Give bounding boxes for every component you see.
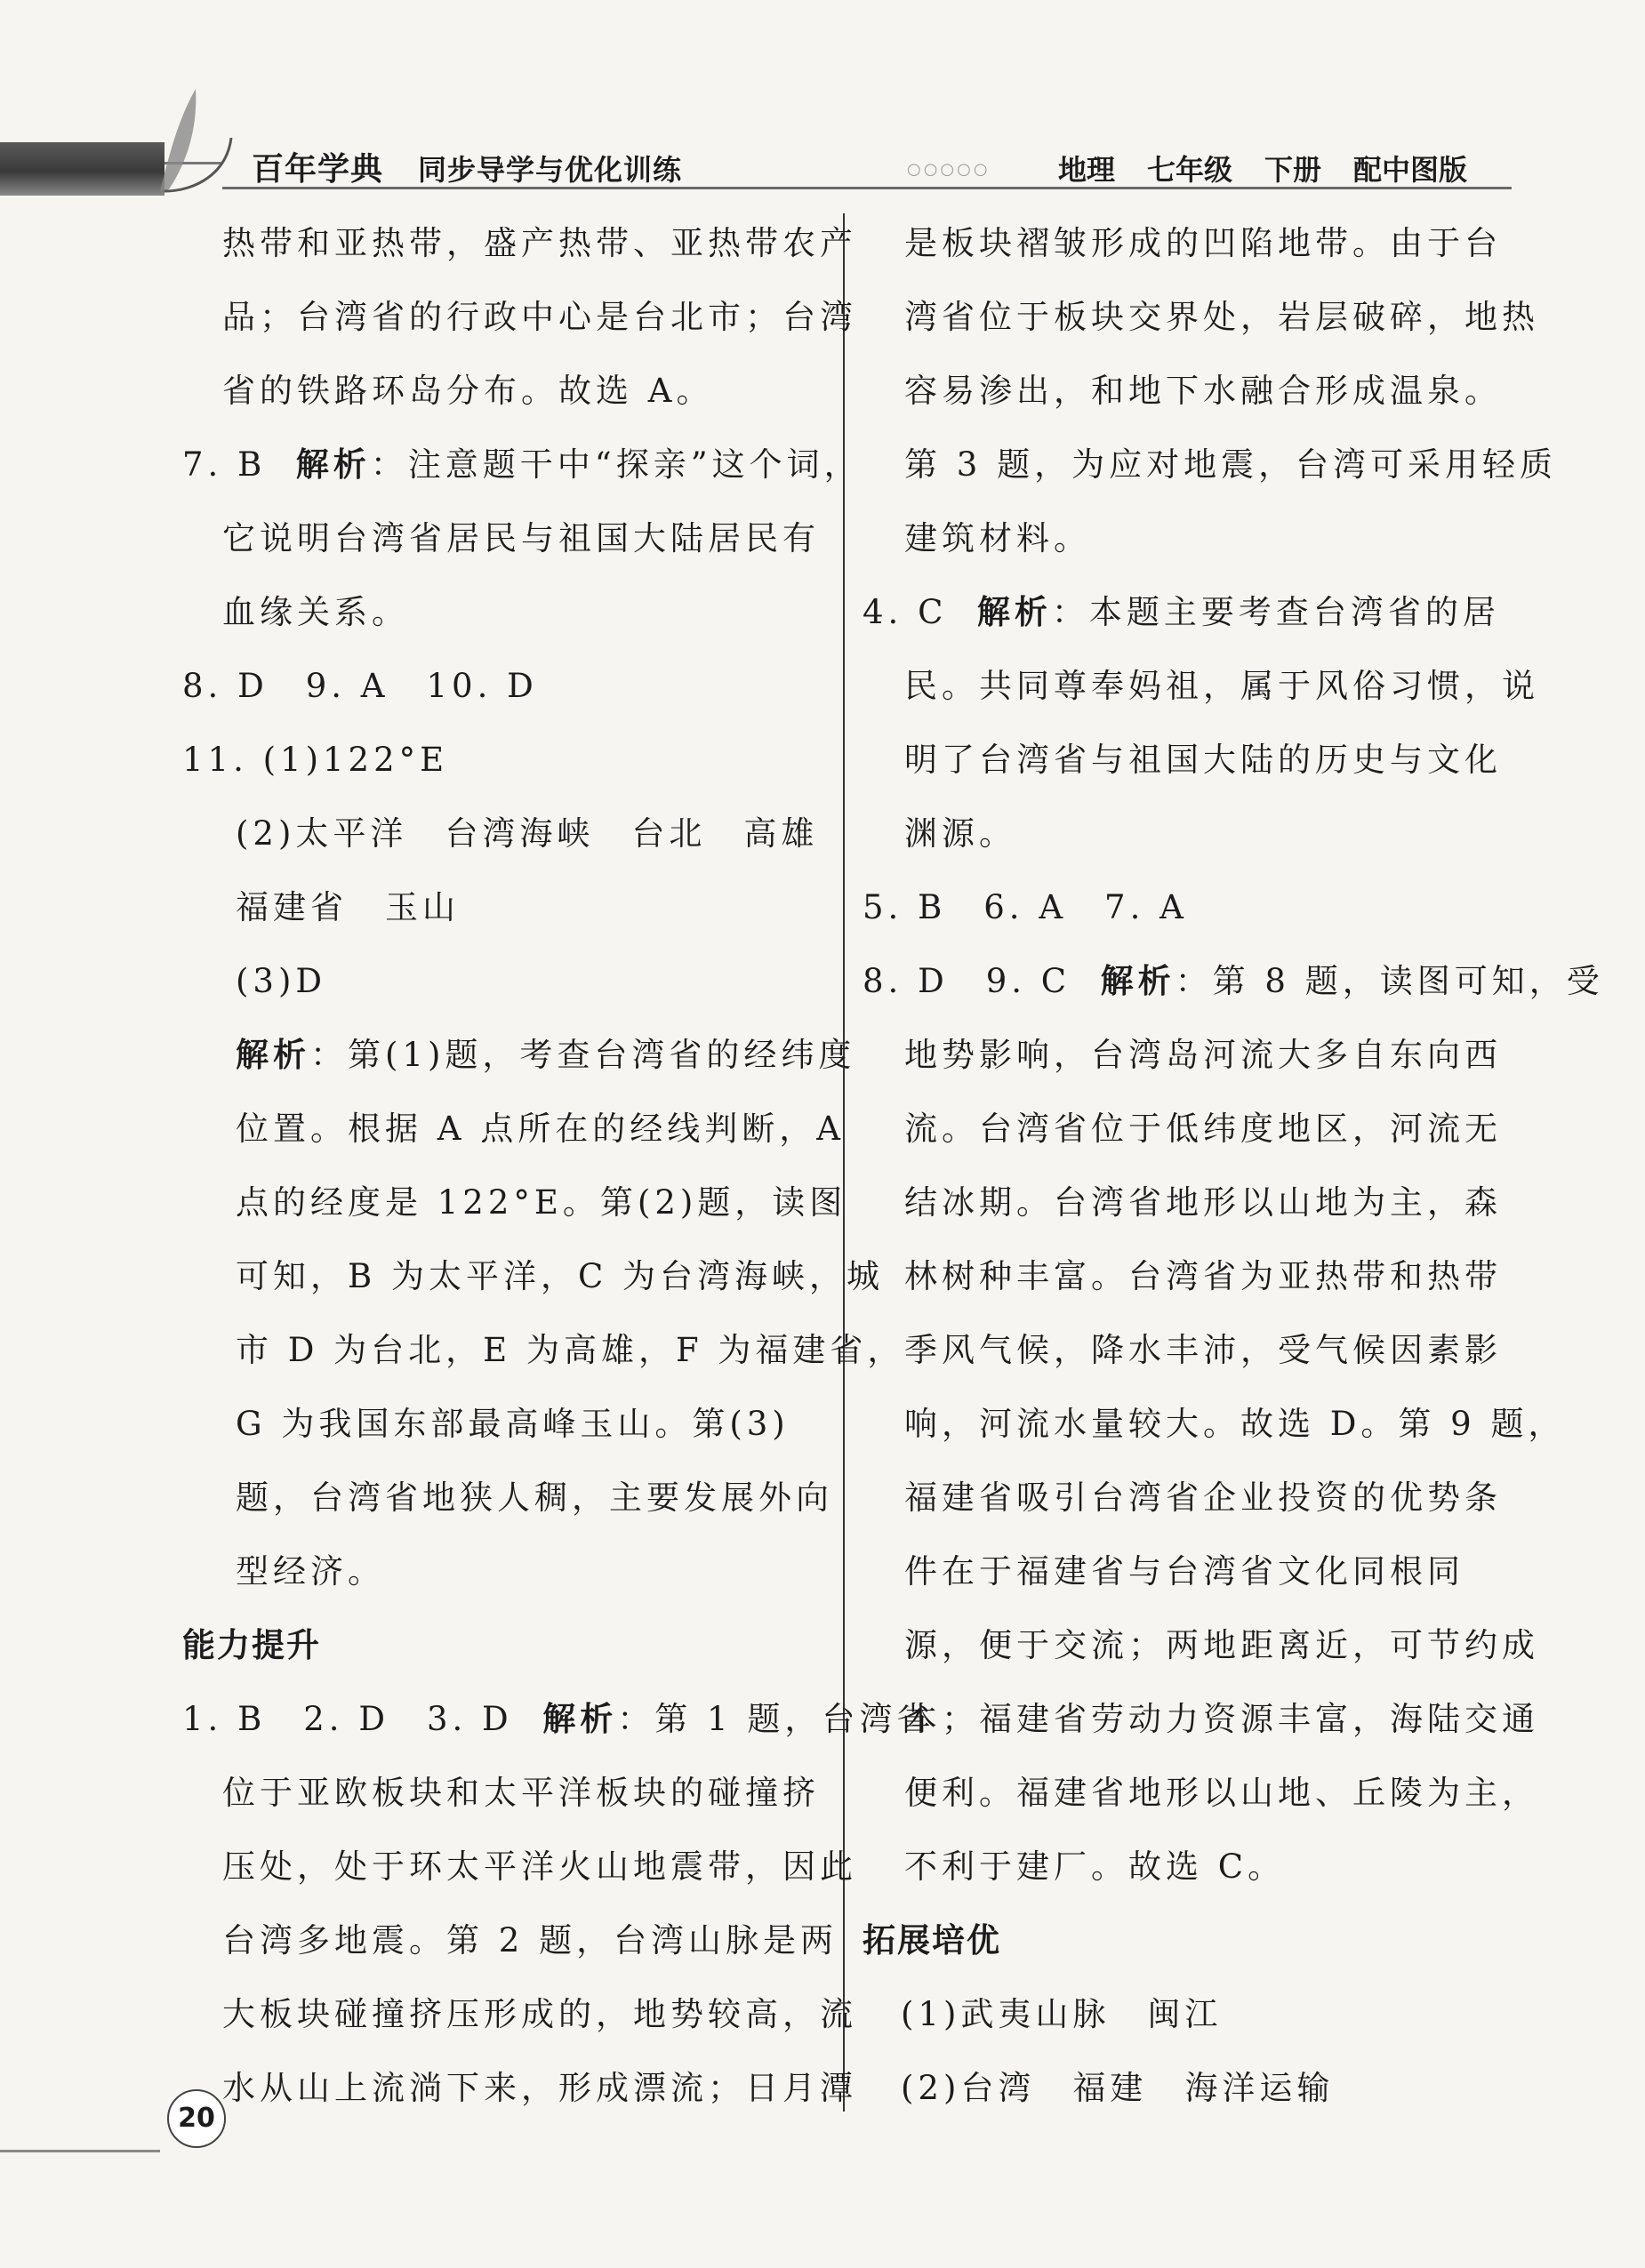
text-line: 大板块碰撞挤压形成的，地势较高，流: [222, 1995, 857, 2033]
column-divider: [843, 213, 845, 2112]
analysis-label: 解析: [236, 1036, 310, 1074]
edition-label: 配中图版: [1353, 153, 1468, 187]
text-line: 容易渗出，和地下水融合形成温泉。: [904, 372, 1502, 410]
text-line: 地势影响，台湾岛河流大多自东向西: [904, 1036, 1502, 1074]
text-line: 它说明台湾省居民与祖国大陆居民有: [222, 519, 820, 557]
answer-key: 1. B 2. D 3. D: [182, 1700, 513, 1738]
analysis-text: ：第 1 题，台湾省: [617, 1700, 935, 1738]
answer-item-ability: [182, 1700, 935, 1738]
text-line: 林树种丰富。台湾省为亚热带和热带: [904, 1257, 1502, 1295]
answer-key: 4. C: [863, 593, 948, 631]
text-line: 位于亚欧板块和太平洋板块的碰撞挤: [222, 1774, 820, 1812]
analysis-label: 解析: [1100, 962, 1176, 1000]
text-line: (1)武夷山脉 闽江: [901, 1995, 1223, 2033]
text-line: 件在于福建省与台湾省文化同根同: [904, 1552, 1464, 1591]
text-line: 第 3 题，为应对地震，台湾可采用轻质: [904, 445, 1558, 484]
text-line: 不利于建厂。故选 C。: [904, 1847, 1286, 1886]
analysis-label: 解析: [542, 1700, 618, 1738]
text-line: 本；福建省劳动力资源丰富，海陆交通: [904, 1700, 1539, 1738]
analysis-label: 解析: [976, 593, 1052, 631]
text-line: 点的经度是 122°E。第(2)题，读图: [236, 1183, 847, 1222]
text-line: 结冰期。台湾省地形以山地为主，森: [904, 1183, 1502, 1222]
text-line: 压处，处于环太平洋火山地震带，因此: [222, 1847, 857, 1886]
text-line: 水从山上流淌下来，形成漂流；日月潭: [222, 2069, 857, 2107]
text-line: 台湾多地震。第 2 题，台湾山脉是两: [222, 1921, 839, 1959]
text-line: 源，便于交流；两地距离近，可节约成: [904, 1626, 1539, 1664]
text-line: 建筑材料。: [904, 519, 1091, 557]
text-line: 渊源。: [904, 814, 1016, 853]
answer-key: 7. B: [182, 445, 267, 484]
book-title: 百年学典: [252, 151, 384, 188]
text-line: 血缘关系。: [222, 593, 409, 631]
analysis-text: ：第 8 题，读图可知，受: [1175, 962, 1604, 1000]
answer-item-4: [863, 593, 1500, 631]
text-line: 流。台湾省位于低纬度地区，河流无: [904, 1110, 1502, 1148]
analysis-11: [236, 1036, 856, 1074]
answer-keys-8-10: 8. D 9. A 10. D: [182, 667, 538, 705]
text-line: 题，台湾省地狭人稠，主要发展外向: [236, 1479, 833, 1517]
text-line: 市 D 为台北，E 为高雄，F 为福建省，: [236, 1331, 905, 1369]
text-line: 品；台湾省的行政中心是台北市；台湾: [222, 298, 857, 336]
book-subtitle: 同步导学与优化训练: [418, 153, 683, 187]
text-line: 湾省位于板块交界处，岩层破碎，地热: [904, 298, 1539, 336]
text-line: (2)太平洋 台湾海峡 台北 高雄: [236, 814, 819, 853]
text-line: (3)D: [236, 962, 327, 1000]
text-line: 是板块褶皱形成的凹陷地带。由于台: [904, 224, 1502, 262]
header-dots: ○○○○○: [907, 160, 991, 179]
text-line: 热带和亚热带，盛产热带、亚热带农产: [222, 224, 857, 262]
feather-logo-icon: [142, 84, 240, 196]
section-heading-extend: 拓展培优: [863, 1921, 1001, 1959]
text-line: 省的铁路环岛分布。故选 A。: [222, 372, 714, 410]
volume-label: 下册: [1264, 153, 1322, 187]
analysis-label: 解析: [295, 445, 371, 484]
answer-item-8-9: [863, 962, 1604, 1000]
analysis-text: ：本题主要考查台湾省的居: [1051, 593, 1500, 631]
answer-item-7: [182, 445, 862, 484]
answer-key: 8. D 9. C: [863, 962, 1071, 1000]
footer-rule: [0, 2150, 160, 2152]
answer-item-11: 11. (1)122°E: [182, 741, 449, 779]
text-line: 民。共同尊奉妈祖，属于风俗习惯，说: [904, 667, 1539, 705]
page-number: 20: [167, 2089, 226, 2148]
text-line: 可知，B 为太平洋，C 为台湾海峡，城: [236, 1257, 885, 1295]
text-line: 位置。根据 A 点所在的经线判断，A: [236, 1110, 845, 1148]
text-line: 便利。福建省地形以山地、丘陵为主，: [904, 1774, 1539, 1812]
page-header: [0, 0, 1645, 204]
answer-keys-5-7: 5. B 6. A 7. A: [863, 888, 1188, 926]
section-heading-ability: 能力提升: [182, 1626, 321, 1664]
grade-label: 七年级: [1147, 153, 1233, 187]
analysis-text: ：第(1)题，考查台湾省的经纬度: [310, 1036, 856, 1074]
text-line: (2)台湾 福建 海洋运输: [901, 2069, 1335, 2107]
analysis-text: ：注意题干中“探亲”这个词，: [370, 445, 862, 484]
text-line: G 为我国东部最高峰玉山。第(3): [236, 1405, 790, 1443]
text-line: 明了台湾省与祖国大陆的历史与文化: [904, 741, 1502, 779]
text-line: 福建省 玉山: [236, 888, 460, 926]
text-line: 响，河流水量较大。故选 D。第 9 题，: [904, 1405, 1566, 1443]
subject-label: 地理: [1058, 153, 1116, 187]
text-line: 型经济。: [236, 1552, 385, 1591]
header-band-bar: [0, 142, 164, 196]
text-line: 季风气候，降水丰沛，受气候因素影: [904, 1331, 1502, 1369]
text-line: 福建省吸引台湾省企业投资的优势条: [904, 1479, 1502, 1517]
